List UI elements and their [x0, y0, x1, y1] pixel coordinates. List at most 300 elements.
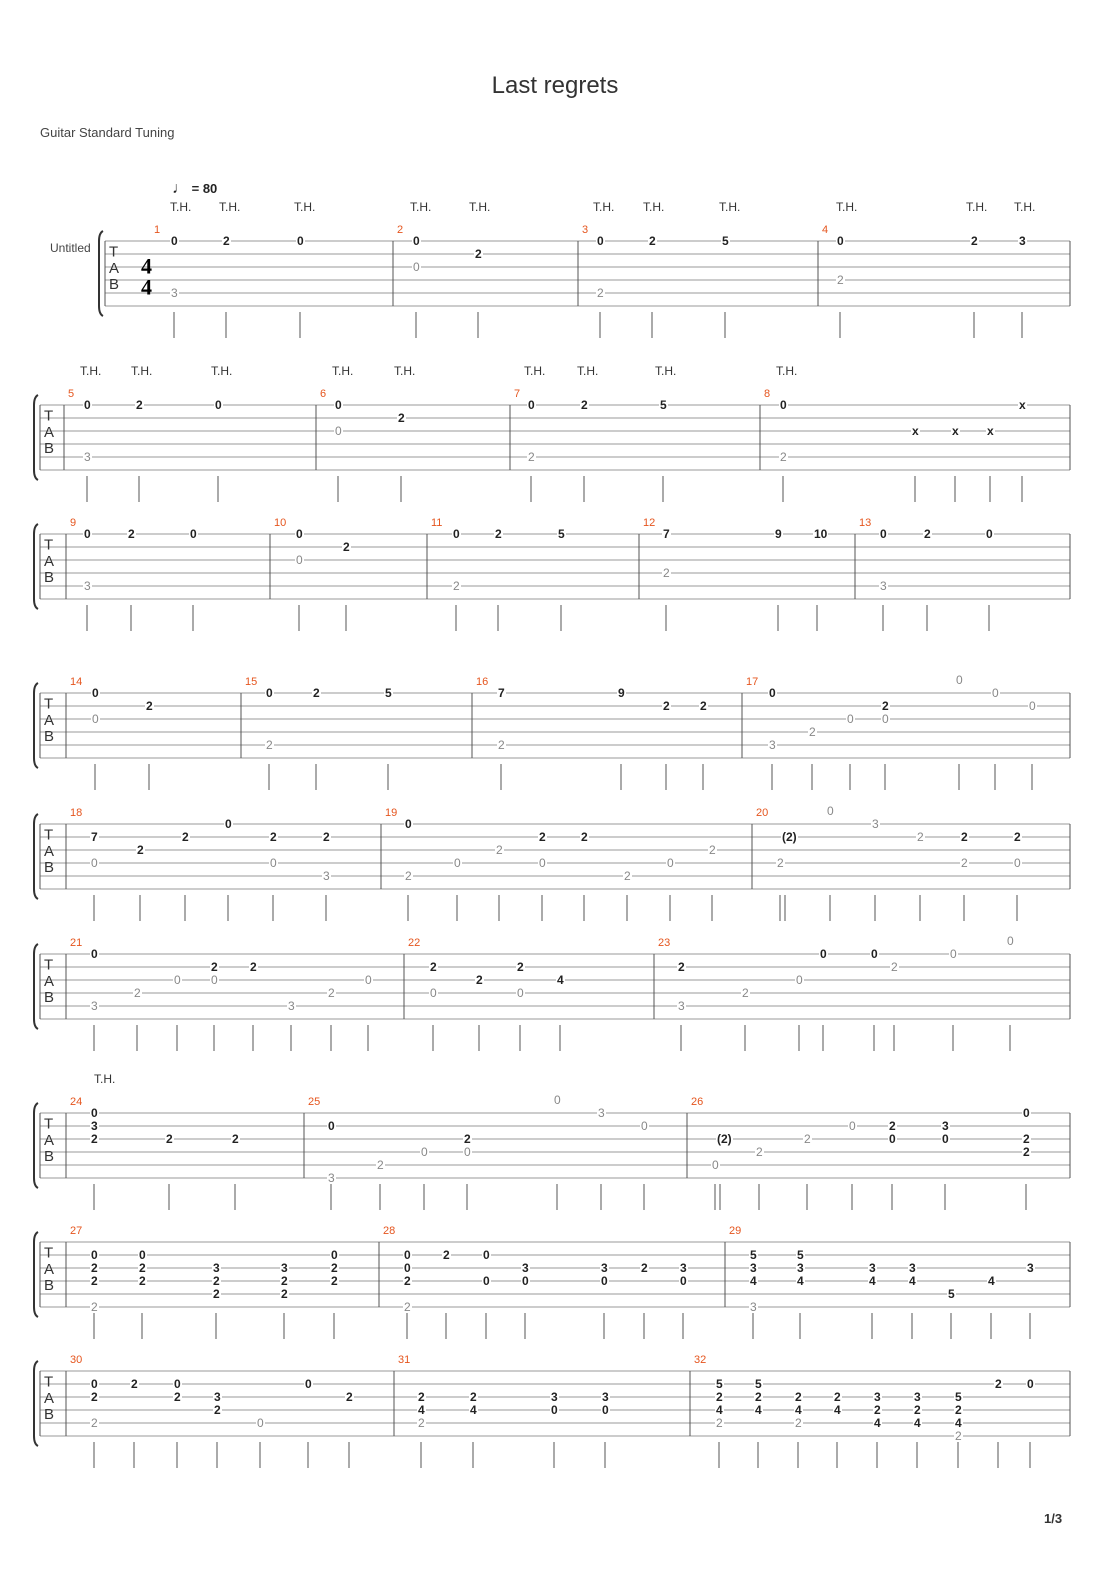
tab-fret-number: 2 [780, 450, 787, 464]
tab-fret-number: 3 [171, 286, 178, 300]
tab-fret-number: 2 [470, 1390, 477, 1404]
tab-fret-number: 0 [641, 1119, 648, 1133]
tab-fret-number: 2 [131, 1377, 138, 1391]
tab-fret-number: 0 [297, 234, 304, 248]
tab-clef-letter: B [44, 440, 55, 458]
tab-fret-number: 0 [430, 986, 437, 1000]
quarter-note-icon: ♩ [172, 180, 188, 197]
tab-fret-number: 5 [385, 686, 392, 700]
tab-clef-letter: A [44, 711, 55, 729]
tab-fret-number: 0 [827, 804, 834, 818]
tab-fret-number: 2 [213, 1287, 220, 1301]
tab-fret-number: 0 [680, 1274, 687, 1288]
tab-fret-number: 2 [795, 1416, 802, 1430]
tab-fret-number: 2 [528, 450, 535, 464]
tab-fret-number: 0 [551, 1403, 558, 1417]
tab-fret-number: 0 [139, 1248, 146, 1262]
tab-fret-number: 0 [405, 817, 412, 831]
tab-fret-number: 3 [551, 1390, 558, 1404]
tab-fret-number: 2 [453, 579, 460, 593]
tab-fret-number: 2 [377, 1158, 384, 1172]
measure-number: 27 [70, 1225, 83, 1237]
tab-fret-number: 0 [601, 1274, 608, 1288]
tab-fret-number: 2 [331, 1261, 338, 1275]
tab-fret-number: 0 [454, 856, 461, 870]
tab-fret-number: 0 [849, 1119, 856, 1133]
measure-number: 1 [154, 224, 161, 236]
tab-fret-number: 2 [91, 1274, 98, 1288]
tab-fret-number: 2 [834, 1390, 841, 1404]
measure-number: 21 [70, 937, 83, 949]
tapping-harmonic-label: T.H. [94, 1072, 116, 1086]
tab-fret-number: 3 [678, 999, 685, 1013]
tab-fret-number: 3 [872, 817, 879, 831]
tab-fret-number: 2 [995, 1377, 1002, 1391]
tab-fret-number: x [912, 424, 919, 438]
tab-fret-number: 2 [137, 843, 144, 857]
tab-clef-letter: T [44, 1115, 54, 1133]
tuning-label: Guitar Standard Tuning [40, 125, 175, 140]
tab-fret-number: 4 [557, 973, 564, 987]
measure-number: 18 [70, 807, 83, 819]
tab-fret-number: 2 [837, 273, 844, 287]
tab-fret-number: 0 [1014, 856, 1021, 870]
tab-fret-number: 2 [756, 1145, 763, 1159]
tab-fret-number: 0 [483, 1248, 490, 1262]
tab-fret-number: 3 [914, 1390, 921, 1404]
tab-fret-number: 2 [146, 699, 153, 713]
tab-fret-number: 5 [558, 527, 565, 541]
measure-number: 16 [476, 676, 489, 688]
tab-clef-letter: T [44, 1373, 54, 1391]
tab-fret-number: 3 [84, 450, 91, 464]
tab-fret-number: 0 [602, 1403, 609, 1417]
tab-fret-number: 2 [716, 1416, 723, 1430]
tab-fret-number: 0 [91, 1106, 98, 1120]
tab-fret-number: 5 [722, 234, 729, 248]
tab-fret-number: 2 [889, 1119, 896, 1133]
tab-fret-number: 2 [404, 1300, 411, 1314]
tab-clef-letter: T [44, 956, 54, 974]
tab-fret-number: 2 [517, 960, 524, 974]
tab-fret-number: 2 [398, 411, 405, 425]
tab-fret-number: 0 [528, 398, 535, 412]
tab-fret-number: 10 [814, 527, 828, 541]
tab-fret-number: 2 [430, 960, 437, 974]
measure-number: 32 [694, 1354, 707, 1366]
tab-fret-number: 2 [496, 843, 503, 857]
tab-fret-number: 2 [891, 960, 898, 974]
tab-fret-number: 0 [880, 527, 887, 541]
tab-fret-number: 0 [522, 1274, 529, 1288]
tab-fret-number: 2 [223, 234, 230, 248]
tab-fret-number: 2 [270, 830, 277, 844]
tapping-harmonic-label: T.H. [643, 200, 665, 214]
tapping-harmonic-label: T.H. [469, 200, 491, 214]
tab-fret-number: 3 [522, 1261, 529, 1275]
tab-fret-number: 0 [270, 856, 277, 870]
tab-fret-number: 3 [91, 1119, 98, 1133]
tab-clef-letter: B [44, 728, 55, 746]
tab-fret-number: 2 [214, 1403, 221, 1417]
tab-fret-number: 0 [796, 973, 803, 987]
tapping-harmonic-label: T.H. [394, 364, 416, 378]
tab-fret-number: 2 [281, 1287, 288, 1301]
tab-fret-number: 0 [190, 527, 197, 541]
tab-clef-letter: A [44, 1131, 55, 1149]
tab-fret-number: 3 [214, 1390, 221, 1404]
tab-fret-number: 2 [804, 1132, 811, 1146]
time-signature-digit: 4 [141, 253, 152, 279]
tab-clef-letter: A [44, 552, 55, 570]
tab-fret-number: 2 [597, 286, 604, 300]
tab-fret-number: 2 [166, 1132, 173, 1146]
tab-fret-number: 7 [498, 686, 505, 700]
tab-fret-number: 4 [797, 1274, 804, 1288]
tempo-value: = 80 [191, 181, 218, 196]
measure-number: 31 [398, 1354, 411, 1366]
measure-number: 2 [397, 224, 404, 236]
tab-fret-number: 2 [961, 830, 968, 844]
tab-fret-number: 0 [667, 856, 674, 870]
tab-fret-number: 0 [91, 856, 98, 870]
tab-fret-number: 2 [128, 527, 135, 541]
tab-fret-number: 0 [305, 1377, 312, 1391]
tab-fret-number: 2 [211, 960, 218, 974]
tab-fret-number: 2 [134, 986, 141, 1000]
tab-fret-number: 2 [281, 1274, 288, 1288]
tab-fret-number: 2 [539, 830, 546, 844]
tab-fret-number: 5 [755, 1377, 762, 1391]
measure-number: 19 [385, 807, 398, 819]
tab-fret-number: 5 [797, 1248, 804, 1262]
tab-fret-number: 0 [404, 1248, 411, 1262]
tab-fret-number: 0 [413, 260, 420, 274]
tab-clef-letter: B [44, 859, 55, 877]
tab-fret-number: 2 [809, 725, 816, 739]
tab-fret-number: 2 [313, 686, 320, 700]
tab-fret-number: 4 [795, 1403, 802, 1417]
tab-fret-number: 3 [281, 1261, 288, 1275]
measure-number: 4 [822, 224, 829, 236]
tab-fret-number: 0 [597, 234, 604, 248]
tab-fret-number: 0 [769, 686, 776, 700]
time-signature-digit: 4 [141, 274, 152, 300]
tab-fret-number: 2 [174, 1390, 181, 1404]
tab-fret-number: 2 [213, 1274, 220, 1288]
tab-fret-number: 0 [404, 1261, 411, 1275]
tapping-harmonic-label: T.H. [1014, 200, 1036, 214]
tab-fret-number: 0 [296, 553, 303, 567]
tab-fret-number: 0 [91, 947, 98, 961]
tab-fret-number: 2 [914, 1403, 921, 1417]
measure-number: 11 [431, 517, 443, 529]
tab-fret-number: 3 [601, 1261, 608, 1275]
tab-fret-number: 2 [91, 1261, 98, 1275]
tab-fret-number: 2 [91, 1132, 98, 1146]
tab-fret-number: 2 [961, 856, 968, 870]
tab-fret-number: 0 [1027, 1377, 1034, 1391]
tab-fret-number: 5 [716, 1377, 723, 1391]
tab-fret-number: 0 [837, 234, 844, 248]
tab-fret-number: 2 [1014, 830, 1021, 844]
tab-fret-number: 0 [335, 398, 342, 412]
tab-fret-number: 0 [84, 527, 91, 541]
tab-fret-number: 2 [331, 1274, 338, 1288]
measure-number: 30 [70, 1354, 83, 1366]
tab-fret-number: 0 [1007, 934, 1014, 948]
system-bracket [34, 1361, 38, 1446]
tab-fret-number: 2 [250, 960, 257, 974]
tab-fret-number: 0 [421, 1145, 428, 1159]
tab-clef-letter: T [44, 695, 54, 713]
tab-fret-number: 2 [649, 234, 656, 248]
tab-fret-number: 4 [874, 1416, 881, 1430]
tab-fret-number: 2 [323, 830, 330, 844]
tab-fret-number: 4 [750, 1274, 757, 1288]
measure-number: 24 [70, 1096, 83, 1108]
tab-fret-number: 2 [663, 699, 670, 713]
measure-number: 20 [756, 807, 769, 819]
tab-fret-number: 3 [880, 579, 887, 593]
tab-fret-number: 4 [470, 1403, 477, 1417]
tab-fret-number: 3 [909, 1261, 916, 1275]
tab-fret-number: 0 [956, 673, 963, 687]
tab-fret-number: 4 [716, 1403, 723, 1417]
tab-fret-number: 3 [1019, 234, 1026, 248]
tab-fret-number: 2 [443, 1248, 450, 1262]
tapping-harmonic-label: T.H. [776, 364, 798, 378]
tab-fret-number: (2) [782, 830, 797, 844]
tab-fret-number: 0 [331, 1248, 338, 1262]
tab-fret-number: 0 [950, 947, 957, 961]
tab-clef-letter: T [44, 536, 54, 554]
tab-fret-number: 2 [663, 566, 670, 580]
tapping-harmonic-label: T.H. [211, 364, 233, 378]
tab-fret-number: 2 [464, 1132, 471, 1146]
tapping-harmonic-label: T.H. [131, 364, 153, 378]
tab-fret-number: 2 [755, 1390, 762, 1404]
tab-fret-number: 3 [1027, 1261, 1034, 1275]
tab-fret-number: 2 [266, 738, 273, 752]
tab-fret-number: 5 [948, 1287, 955, 1301]
tab-fret-number: 2 [924, 527, 931, 541]
tab-fret-number: 3 [797, 1261, 804, 1275]
tab-fret-number: 3 [680, 1261, 687, 1275]
tab-fret-number: 2 [476, 973, 483, 987]
tapping-harmonic-label: T.H. [966, 200, 988, 214]
measure-number: 26 [691, 1096, 704, 1108]
tab-fret-number: 2 [716, 1390, 723, 1404]
tab-fret-number: 4 [909, 1274, 916, 1288]
tab-fret-number: 2 [136, 398, 143, 412]
tab-fret-number: 4 [955, 1416, 962, 1430]
tapping-harmonic-label: T.H. [170, 200, 192, 214]
tab-fret-number: 0 [215, 398, 222, 412]
tab-clef-letter: A [44, 972, 55, 990]
tab-fret-number: 0 [365, 973, 372, 987]
tab-fret-number: 0 [266, 686, 273, 700]
tab-fret-number: 0 [92, 712, 99, 726]
tab-fret-number: 2 [232, 1132, 239, 1146]
tab-fret-number: 2 [581, 398, 588, 412]
tab-clef-letter: B [44, 989, 55, 1007]
tab-fret-number: 0 [820, 947, 827, 961]
tab-fret-number: 2 [882, 699, 889, 713]
tab-fret-number: 4 [755, 1403, 762, 1417]
tab-fret-number: 2 [475, 247, 482, 261]
tab-fret-number: 2 [418, 1416, 425, 1430]
tab-fret-number: 0 [882, 712, 889, 726]
tab-fret-number: 9 [618, 686, 625, 700]
tab-fret-number: 0 [1023, 1106, 1030, 1120]
tab-fret-number: 2 [742, 986, 749, 1000]
tab-clef-letter: A [44, 842, 55, 860]
tab-fret-number: 0 [539, 856, 546, 870]
tab-fret-number: 0 [296, 527, 303, 541]
tab-fret-number: 2 [139, 1274, 146, 1288]
tab-fret-number: 0 [483, 1274, 490, 1288]
tab-fret-number: 3 [598, 1106, 605, 1120]
measure-number: 3 [582, 224, 589, 236]
tab-fret-number: 2 [624, 869, 631, 883]
tab-fret-number: 2 [795, 1390, 802, 1404]
measure-number: 12 [643, 517, 656, 529]
tab-fret-number: 0 [91, 1248, 98, 1262]
tapping-harmonic-label: T.H. [80, 364, 102, 378]
tab-clef-letter: B [44, 569, 55, 587]
tab-fret-number: 7 [663, 527, 670, 541]
tapping-harmonic-label: T.H. [332, 364, 354, 378]
tab-clef-letter: T [44, 826, 54, 844]
tab-fret-number: 2 [343, 540, 350, 554]
tab-fret-number: 3 [750, 1300, 757, 1314]
page-number: 1/3 [1044, 1511, 1063, 1526]
tab-fret-number: 0 [328, 1119, 335, 1133]
tab-fret-number: 3 [874, 1390, 881, 1404]
measure-number: 5 [68, 388, 75, 400]
tab-clef-letter: T [44, 407, 54, 425]
measure-number: 25 [308, 1096, 321, 1108]
measure-number: 23 [658, 937, 671, 949]
tab-fret-number: 2 [495, 527, 502, 541]
tab-fret-number: 7 [91, 830, 98, 844]
tab-fret-number: 2 [346, 1390, 353, 1404]
tab-fret-number: 3 [769, 738, 776, 752]
tab-fret-number: 3 [942, 1119, 949, 1133]
tapping-harmonic-label: T.H. [294, 200, 316, 214]
tab-fret-number: 0 [871, 947, 878, 961]
tab-fret-number: 4 [418, 1403, 425, 1417]
tab-fret-number: 0 [517, 986, 524, 1000]
tab-fret-number: 2 [874, 1403, 881, 1417]
tab-fret-number: 2 [405, 869, 412, 883]
tab-fret-number: 2 [418, 1390, 425, 1404]
tapping-harmonic-label: T.H. [577, 364, 599, 378]
tab-fret-number: 2 [917, 830, 924, 844]
tab-fret-number: 2 [1023, 1132, 1030, 1146]
measure-number: 6 [320, 388, 327, 400]
measure-number: 22 [408, 937, 421, 949]
tab-fret-number: 4 [869, 1274, 876, 1288]
tab-fret-number: 2 [678, 960, 685, 974]
tab-fret-number: 3 [869, 1261, 876, 1275]
tab-fret-number: 2 [182, 830, 189, 844]
measure-number: 7 [514, 388, 521, 400]
tab-fret-number: 0 [84, 398, 91, 412]
tab-fret-number: 2 [700, 699, 707, 713]
tab-clef-letter: B [44, 1148, 55, 1166]
tab-fret-number: 2 [777, 856, 784, 870]
tab-fret-number: 2 [91, 1300, 98, 1314]
tab-clef-letter: A [44, 1260, 55, 1278]
tab-clef-letter: T [109, 243, 119, 261]
measure-number: 15 [245, 676, 258, 688]
tab-fret-number: (2) [717, 1132, 732, 1146]
tapping-harmonic-label: T.H. [524, 364, 546, 378]
tab-fret-number: x [952, 424, 959, 438]
tab-fret-number: 0 [174, 973, 181, 987]
tab-fret-number: 4 [914, 1416, 921, 1430]
tab-fret-number: 0 [171, 234, 178, 248]
tab-fret-number: 2 [1023, 1145, 1030, 1159]
tab-fret-number: 0 [554, 1093, 561, 1107]
tab-fret-number: 4 [834, 1403, 841, 1417]
measure-number: 28 [383, 1225, 396, 1237]
tab-fret-number: 3 [84, 579, 91, 593]
tab-fret-number: 2 [709, 843, 716, 857]
tab-clef-letter: T [44, 1244, 54, 1262]
tab-fret-number: 0 [92, 686, 99, 700]
tab-clef-letter: A [109, 259, 120, 277]
tab-fret-number: 2 [955, 1403, 962, 1417]
tab-fret-number: 2 [404, 1274, 411, 1288]
tapping-harmonic-label: T.H. [593, 200, 615, 214]
tab-fret-number: 3 [328, 1171, 335, 1185]
tab-fret-number: 0 [942, 1132, 949, 1146]
tab-fret-number: 0 [413, 234, 420, 248]
tab-fret-number: 3 [91, 999, 98, 1013]
tapping-harmonic-label: T.H. [219, 200, 241, 214]
tab-fret-number: 2 [581, 830, 588, 844]
tab-fret-number: 0 [780, 398, 787, 412]
tab-fret-number: 4 [988, 1274, 995, 1288]
tapping-harmonic-label: T.H. [655, 364, 677, 378]
measure-number: 9 [70, 517, 77, 529]
tab-fret-number: 0 [992, 686, 999, 700]
tab-fret-number: 2 [498, 738, 505, 752]
tab-clef-letter: B [44, 1277, 55, 1295]
tab-fret-number: 3 [213, 1261, 220, 1275]
tab-fret-number: 3 [750, 1261, 757, 1275]
tab-fret-number: 0 [211, 973, 218, 987]
tab-fret-number: 0 [335, 424, 342, 438]
tab-fret-number: 5 [750, 1248, 757, 1262]
tab-fret-number: 0 [91, 1377, 98, 1391]
measure-number: 14 [70, 676, 83, 688]
tab-fret-number: 0 [464, 1145, 471, 1159]
measure-number: 29 [729, 1225, 742, 1237]
tapping-harmonic-label: T.H. [410, 200, 432, 214]
tab-fret-number: 2 [641, 1261, 648, 1275]
tab-fret-number: 0 [847, 712, 854, 726]
tab-fret-number: 0 [225, 817, 232, 831]
tab-clef-letter: A [44, 1389, 55, 1407]
song-title: Last regrets [491, 72, 619, 99]
tab-fret-number: x [1019, 398, 1026, 412]
tab-fret-number: x [987, 424, 994, 438]
tab-fret-number: 2 [328, 986, 335, 1000]
